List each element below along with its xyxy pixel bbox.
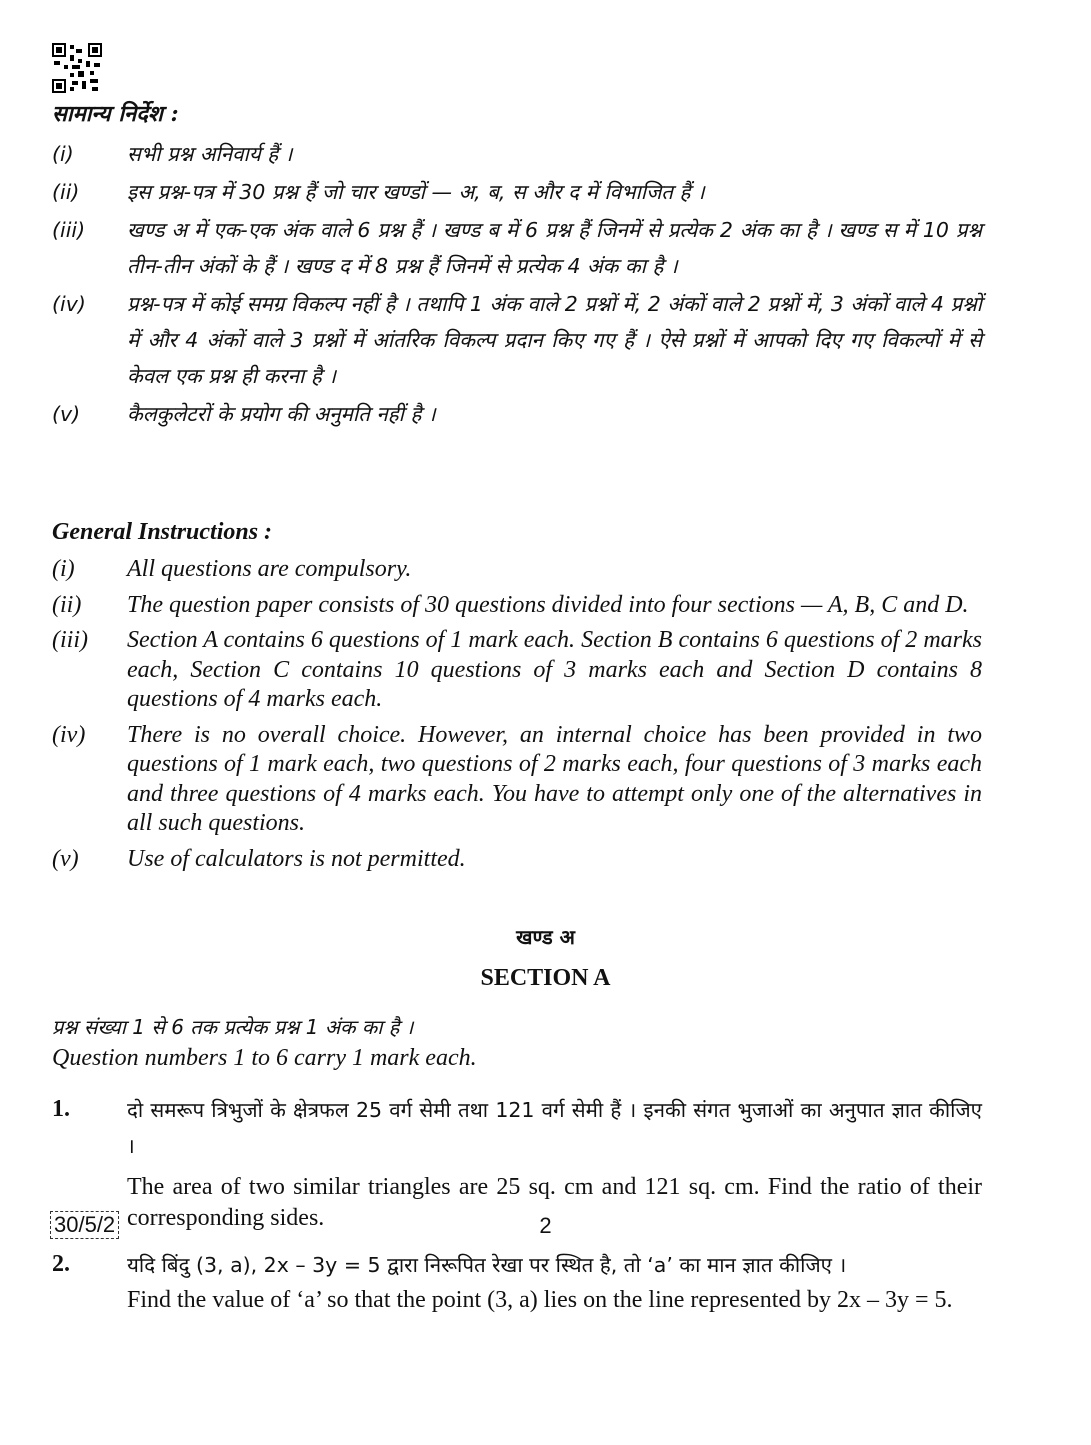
list-item: [52, 212, 982, 284]
list-item: [52, 286, 982, 394]
question-text-english: The area of two similar triangles are 25 sq. cm and 121 sq. cm. Find the ratio of their corresponding sides.: [127, 1174, 982, 1231]
question-text-english: Find the value of ‘a’ so that the point (3, a) lies on the line represented by 2x – 3y = 5.: [127, 1287, 953, 1313]
english-instructions-heading: General Instructions :: [52, 519, 273, 545]
item-text: प्रश्न-पत्र में कोई समग्र विकल्प नहीं है । तथापि 1 अंक वाले 2 प्रश्नों में, 2 अंकों वाले 2 प्रश्नों में, 3 अंकों वाले 4 प्रश्नों में और 4 अंकों वाले 3 प्रश्नों में आंतरिक विकल्प प्रदान किए गए हैं । ऐसे प्रश्नों में आपको दिए गए विकल्पों में से केवल एक प्रश्न ही करना है ।: [127, 292, 982, 388]
section-note-hindi: प्रश्न संख्या 1 से 6 तक प्रत्येक प्रश्न 1 अंक का है ।: [52, 1015, 414, 1039]
question-text-hindi: दो समरूप त्रिभुजों के क्षेत्रफल 25 वर्ग सेमी तथा 121 वर्ग सेमी हैं । इनकी संगत भुजाओं का अनुपात ज्ञात कीजिए ।: [127, 1098, 982, 1158]
item-text: खण्ड अ में एक-एक अंक वाले 6 प्रश्न हैं । खण्ड ब में 6 प्रश्न हैं जिनमें से प्रत्येक 2 अंक का है । खण्ड स में 10 प्रश्न तीन-तीन अंकों के हैं । खण्ड द में 8 प्रश्न हैं जिनमें से प्रत्येक 4 अंक का है ।: [127, 218, 982, 278]
list-item: [52, 591, 982, 621]
item-number: (ii): [52, 180, 80, 204]
paper-code: 30/5/2: [50, 1211, 119, 1239]
item-number: (v): [52, 845, 79, 872]
item-text: There is no overall choice. However, an internal choice has been provided in two questions of 1 mark each, two questions of 2 marks each, four questions of 3 marks each and three questions of 4 marks each. You have to attempt only one of the alternatives in all such questions.: [127, 721, 982, 836]
list-item: [52, 174, 982, 210]
item-number: (iii): [52, 627, 88, 653]
list-item: [52, 136, 982, 172]
section-note-english: Question numbers 1 to 6 carry 1 mark each.: [52, 1045, 477, 1071]
item-text: The question paper consists of 30 questions divided into four sections — A, B, C and D.: [127, 591, 969, 618]
item-number: (iv): [52, 292, 86, 316]
item-text: Use of calculators is not permitted.: [127, 845, 466, 872]
question-number: 1.: [52, 1096, 70, 1122]
page-number: 2: [539, 1213, 552, 1238]
item-number: (i): [52, 142, 74, 166]
hindi-instructions-heading: सामान्य निर्देश :: [52, 101, 179, 127]
section-title-english: SECTION A: [480, 965, 611, 991]
list-item: [52, 721, 982, 839]
item-text: सभी प्रश्न अनिवार्य हैं ।: [127, 142, 293, 166]
list-item: [52, 396, 982, 432]
item-number: (v): [52, 402, 81, 426]
question-number: 2.: [52, 1251, 70, 1277]
item-number: (iv): [52, 721, 86, 748]
item-text: कैलकुलेटरों के प्रयोग की अनुमति नहीं है ।: [127, 402, 436, 426]
english-instructions-list: [52, 555, 982, 880]
section-title-hindi: खण्ड अ: [516, 925, 575, 949]
question-text-hindi: यदि बिंदु (3, a), 2x – 3y = 5 द्वारा निरूपित रेखा पर स्थित है, तो ‘a’ का मान ज्ञात कीजिए ।: [127, 1253, 847, 1277]
item-text: इस प्रश्न-पत्र में 30 प्रश्न हैं जो चार खण्डों — अ, ब, स और द में विभाजित हैं ।: [127, 180, 705, 204]
list-item: [52, 845, 982, 875]
item-number: (i): [52, 556, 75, 582]
hindi-instructions-list: [52, 136, 982, 434]
item-text: Section A contains 6 questions of 1 mark each. Section B contains 6 questions of 2 marks each, Section C contains 10 questions of 3 marks each and Section D contains 8 questions of 4 marks each.: [127, 627, 982, 712]
item-number: (iii): [52, 218, 86, 242]
question-2: [52, 1247, 982, 1316]
qr-code-icon: [52, 43, 102, 93]
item-text: All questions are compulsory.: [127, 556, 412, 582]
list-item: [52, 626, 982, 715]
item-number: (ii): [52, 591, 82, 618]
list-item: [52, 555, 982, 585]
